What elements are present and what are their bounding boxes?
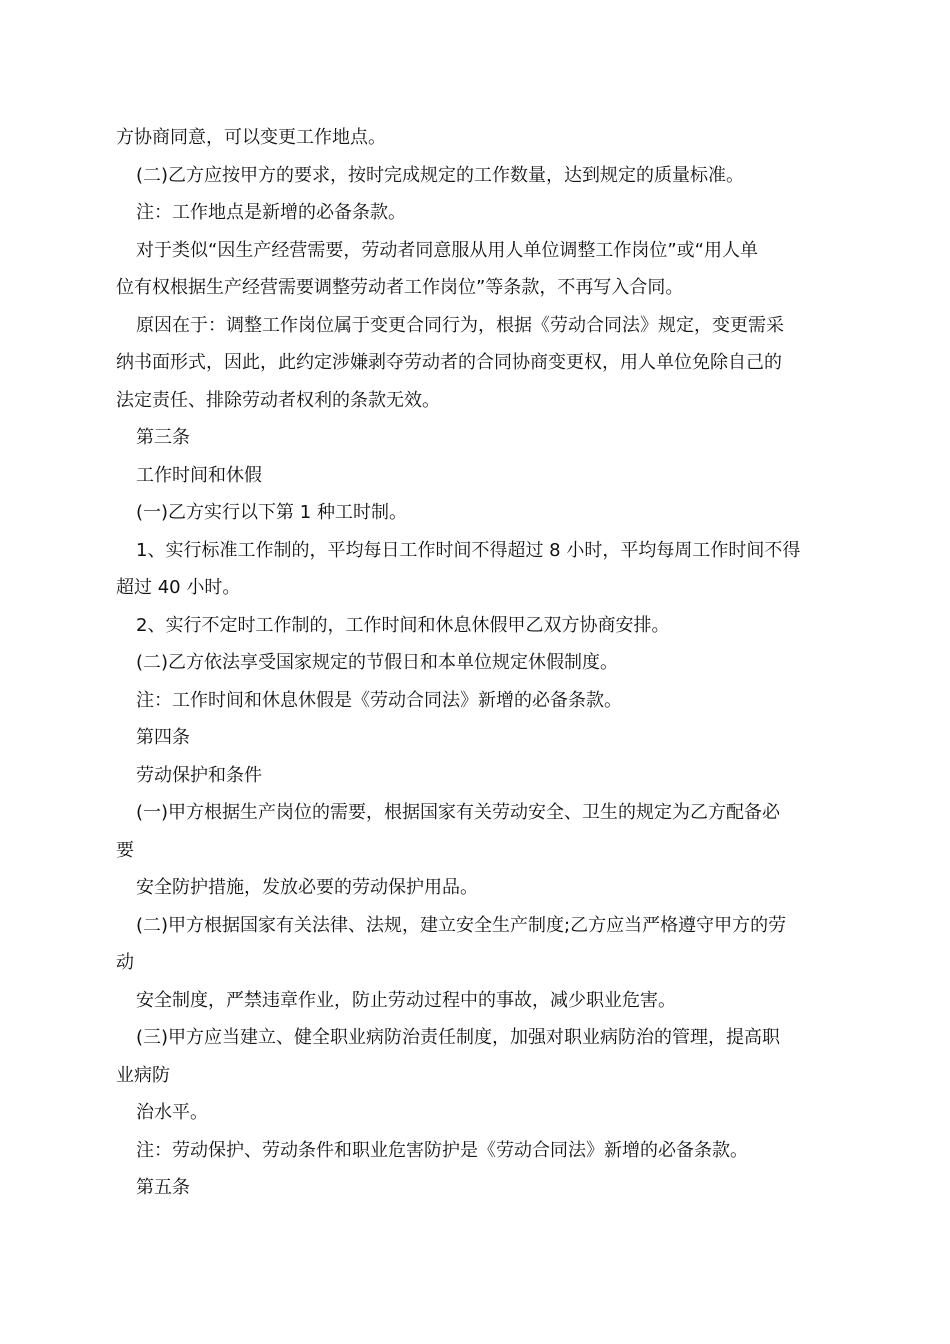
text-line: 对于类似“因生产经营需要，劳动者同意服从用人单位调整工作岗位”或“用人单 xyxy=(136,239,758,261)
text-line: 安全制度，严禁违章作业，防止劳动过程中的事故，减少职业危害。 xyxy=(136,989,676,1011)
article-title: 工作时间和休假 xyxy=(136,464,262,486)
text-line: 位有权根据生产经营需要调整劳动者工作岗位”等条款，不再写入合同。 xyxy=(116,277,684,298)
text-line: 动 xyxy=(116,952,134,973)
text-line: 1、实行标准工作制的，平均每日工作时间不得超过 8 小时，平均每周工作时间不得 xyxy=(136,539,801,561)
text-line: 法定责任、排除劳动者权利的条款无效。 xyxy=(116,389,440,411)
document-body xyxy=(116,119,834,1207)
text-line: (二)乙方应按甲方的要求，按时完成规定的工作数量，达到规定的质量标准。 xyxy=(136,164,745,186)
text-line: (一)乙方实行以下第 1 种工时制。 xyxy=(136,502,407,523)
text-line: 要 xyxy=(116,839,134,861)
note-line: 注：工作地点是新增的必备条款。 xyxy=(136,202,406,223)
article-number: 第五条 xyxy=(136,1177,190,1198)
text-line: 业病防 xyxy=(116,1064,170,1086)
note-line: 注：工作时间和休息休假是《劳动合同法》新增的必备条款。 xyxy=(136,689,622,711)
text-line: 纳书面形式，因此，此约定涉嫌剥夺劳动者的合同协商变更权，用人单位免除自己的 xyxy=(116,352,782,373)
text-line: 超过 40 小时。 xyxy=(116,577,241,598)
text-line: 治水平。 xyxy=(136,1102,208,1123)
text-line: (二)甲方根据国家有关法律、法规，建立安全生产制度;乙方应当严格遵守甲方的劳 xyxy=(136,914,787,936)
article-title: 劳动保护和条件 xyxy=(136,764,262,786)
text-line: (一)甲方根据生产岗位的需要，根据国家有关劳动安全、卫生的规定为乙方配备必 xyxy=(136,802,781,823)
article-number: 第四条 xyxy=(136,727,190,748)
text-line: 方协商同意，可以变更工作地点。 xyxy=(116,127,386,148)
text-line: 安全防护措施，发放必要的劳动保护用品。 xyxy=(136,877,478,898)
text-line: 原因在于：调整工作岗位属于变更合同行为，根据《劳动合同法》规定，变更需采 xyxy=(136,314,784,336)
text-line: 2、实行不定时工作制的，工作时间和休息休假甲乙双方协商安排。 xyxy=(136,614,670,636)
text-line: (二)乙方依法享受国家规定的节假日和本单位规定休假制度。 xyxy=(136,652,619,673)
text-line: (三)甲方应当建立、健全职业病防治责任制度，加强对职业病防治的管理，提高职 xyxy=(136,1027,781,1048)
note-line: 注：劳动保护、劳动条件和职业危害防护是《劳动合同法》新增的必备条款。 xyxy=(136,1139,748,1161)
article-number: 第三条 xyxy=(136,427,190,448)
